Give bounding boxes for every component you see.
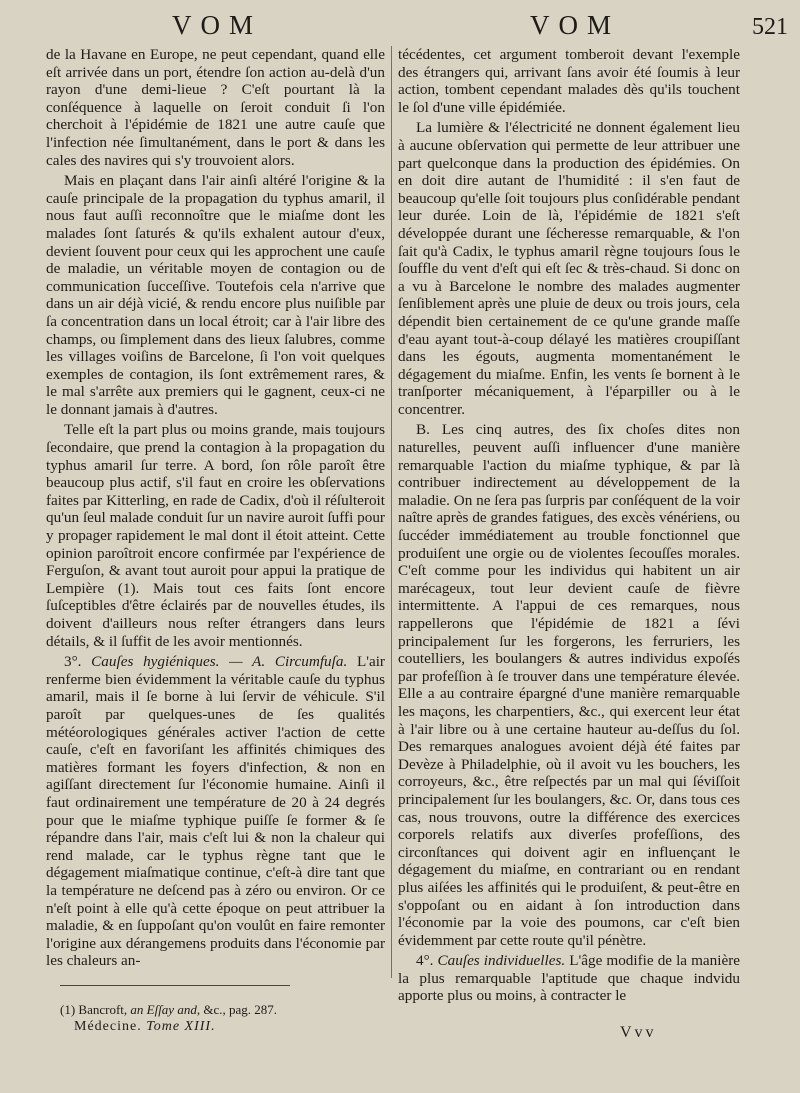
section-number: 4°.	[416, 952, 438, 970]
left-column	[46, 46, 385, 970]
volume-number: Tome XIII.	[146, 1019, 216, 1034]
paragraph: La lumière & l'électricité ne donnent également lieu à aucune obſervation qui permette de leur attribuer une part quelconque dans la production des épidémies. On en doit dire autant de l'humidité : il s'en faut de beaucoup qu'elle ſoit toujours plus conſidérable pendant leur durée. Loin de là, l'épidémie de 1821 s'eſt développée durant une ſécheresse remarquable, & l'on ſait qu'à Cadix, le typhus amaril règne toujours ſous le ſouffle du vent d'eſt qui eſt ſec & très-chaud. Si donc on a vu à Barcelone le nombre des malades augmenter ſenſiblement après une pluie de deux ou trois jours, cela dépendit bien certainement de ce qu'une grande maſſe d'eau ayant tout-à-coup délayé les matières croupiſſant dans les égouts, augmenta momentanément le dégagement du miaſme. Enfin, les vents ſe bornent à le tranſporter mécaniquement, à l'éparpiller ou à le concentrer.	[398, 119, 740, 418]
paragraph-body: L'âge modifie de la manière la plus remarquable l'aptitude que chaque indvidu apporte plus ou moins, à contracter le	[398, 952, 741, 1005]
footnote	[60, 1002, 277, 1018]
section-heading: Cauſes individuelles.	[437, 952, 566, 970]
paragraph	[46, 653, 385, 970]
page-number: 521	[752, 14, 788, 40]
section-heading: Cauſes hygiéniques. — A. Circumfuſa.	[91, 653, 348, 671]
volume-series: Médecine.	[74, 1019, 147, 1034]
paragraph: Mais en plaçant dans l'air ainſi altéré l'origine & la cauſe principale de la propagation du typhus amaril, il nous faut auſſi reconnoître que le miaſme dont les malades ſont ſaturés & qu'ils exhalent autour d'eux, devient ſouvent pour ceux qui les approchent une cauſe de maladie, un véritable moyen de contagion ou de communication ſucceſſive. Toutefois cela n'arrive que dans un air déjà vicié, & rendu encore plus nuiſible par ſa concentration dans un local étroit; car à l'air libre des champs, ou ſimplement dans des lieux ſalubres, comme les villages voiſins de Barcelone, ſi l'on voit quelques exemples de contagion, ils ſont extrêmement rares, & le mal s'arrête aux premiers qui le gagnent, ceux-ci ne le donnant jamais à d'autres.	[46, 172, 385, 418]
right-column	[398, 46, 740, 1005]
paragraph: B. Les cinq autres, des ſix choſes dites non naturelles, peuvent auſſi influencer d'une manière remarquable l'action du miaſme typhique, & par là contribuer indirectement au développement de la maladie. On ne ſera pas ſurpris par conſéquent de la voir naître après de grandes fatigues, des excès vénériens, ou ſuccéder immédiatement au trouble fonctionnel que produiſent une orgie ou de violentes ſecouſſes morales. C'eſt comme pour les individus qui habitent un air marécageux, tout leur devient cauſe de fièvre intermittente. A l'appui de ces remarques, nous rappellerons que l'épidémie de 1821 a ſévi principalement ſur les forgerons, les ferruriers, les coutelliers, les boulangers & autres individus expoſés par profeſſion à ſe trouver dans une température élevée. Elle a au contraire épargné d'une manière remarquable les maçons, les charpentiers, &c., qui exercent leur état à l'air libre ou à une certaine hauteur au-deſſus du ſol. Des remarques analogues avoient déjà été faites par Devèze à Philadelphie, où il avoit vu les bouchers, les corroyeurs, &c., être reſpectés par un mal qui ſéviſſoit principalement ſur les boulangers, &c. Or, dans tous ces cas, nous trouvons, outre la différence des exercices corporels relatifs aux diverſes profeſſions, des circonſtances qui doivent agir en influençant le dégagement du miaſme, en contrariant ou en rendant plus aiſées les affinités qui le produiſent, & peut-être en s'oppoſant ou en aidant à ſon introduction dans l'économie par la voie des poumons, car c'eſt bien évidemment par cette route qu'il pénètre.	[398, 421, 740, 949]
paragraph-body: L'air renferme bien évidemment la véritable cauſe du typhus amaril, mais il ſe borne à lui ſervir de véhicule. S'il paroît par quelques-unes de ſes qualités météorologiques générales activer l'action de cette cauſe, c'eſt en favoriſant les affinités chimiques des matières formant les foyers d'infection, & non en agiſſant directement ſur l'économie humaine. Ainſi il faut ordinairement une température de 20 à 24 degrés pour que le miaſme typhique puiſſe ſe former & ſe répandre dans l'air, mais c'eſt lui & non la chaleur qui rend malade, car le typhus règne tant que le dégagement miaſmatique continue, c'eſt-à dire tant que la température ne deſcend pas à zéro ou environ. Or ce n'eſt point à elle qu'à cette époque on peut attribuer la maladie, & en ſuppoſant qu'on voulût en faire remonter l'origine aux dérangemens produits dans l'économie par les chaleurs an-	[46, 653, 385, 970]
running-head-right: VOM	[530, 10, 621, 40]
footnote-title: an Eſſay and,	[130, 1002, 201, 1017]
running-head-left: VOM	[172, 10, 263, 40]
paragraph: Telle eſt la part plus ou moins grande, mais toujours ſecondaire, que prend la contagion à la propagation du typhus amaril ſur terre. A bord, ſon rôle paroît être beaucoup plus actif, s'il faut en croire les obſervations faites par Kitterling, en rade de Cadix, d'où il réſulteroit qu'un ſeul malade conduit ſur un navire auroit ſuffi pour y propager rapidement le mal dont il étoit atteint. Cette opinion paroîtroit encore confirmée par l'expérience de Ferguſon, & avant tout auroit pour appui la pratique de Lempière (1). Mais tout ces faits ſont encore ſuſceptibles d'être éclairés par de nouvelles études, ils doivent d'ailleurs nous reſter étrangers dans leurs détails, & il ſuffit de les avoir mentionnés.	[46, 421, 385, 650]
section-number: 3°.	[64, 653, 92, 671]
volume-line	[74, 1019, 216, 1035]
paragraph: de la Havane en Europe, ne peut cependant, quand elle eſt arrivée dans un port, étendre ſon action au-delà d'un rayon d'une demi-lieue ? C'eſt pourtant là la conſéquence à laquelle on ſeroit conduit ſi l'on cherchoit à l'épidémie de 1821 une autre cauſe que l'infection née ſimultanément, dans le port & dans les cales des navires qui s'y trouvoient alors.	[46, 46, 385, 169]
signature-mark: Vvv	[620, 1024, 657, 1041]
footnote-rule	[60, 985, 290, 986]
paragraph: técédentes, cet argument tomberoit devant l'exemple des étrangers qui, arrivant ſans avoir été ſoumis à leur action, tombent cependant malades dès qu'ils touchent le ſol d'une ville épidémiée.	[398, 46, 740, 116]
footnote-tail: &c., pag. 287.	[200, 1002, 277, 1017]
footnote-lead: (1) Bancroft,	[60, 1002, 131, 1017]
paragraph	[398, 952, 740, 1005]
column-divider	[391, 46, 392, 978]
